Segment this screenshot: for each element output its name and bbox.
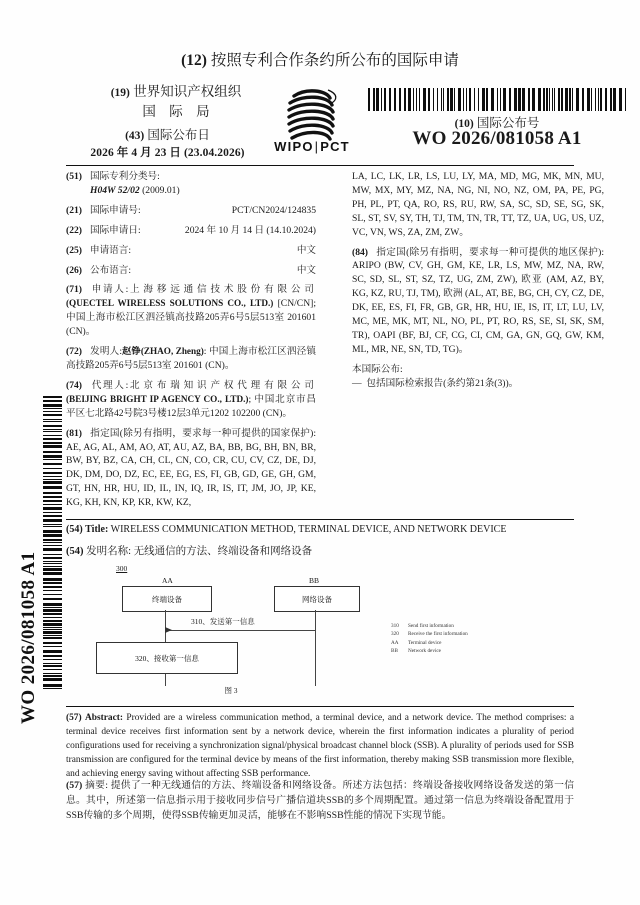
figure-box-terminal-device: 终端设备 — [122, 586, 212, 612]
header-pubnum-label: 国际公布号 — [476, 116, 540, 130]
header-code-19: (19) — [110, 87, 130, 99]
figure-legend-text: Network device — [408, 648, 441, 655]
abstract-text-en: Provided are a wireless communication method, a terminal device, and a network device. The method comprises: a terminal device receives first information sent by a network device, wherein the first information indicates a plurality of period configurations used for receiving a synchronization signal/physical broadcast channel block (SSB). A plurality of periods used for SSB transmission are configured for the terminal device by means of the first information, thereby making SSB transmission more flexible, and achieving energy saving without affecting SSB performance. — [66, 713, 575, 779]
field-71-code: (71) — [66, 284, 82, 296]
header-title-12: 按照专利合作条约所公布的国际申请 — [210, 52, 459, 69]
field-74-agent — [66, 379, 316, 421]
field-81-code: (81) — [66, 427, 82, 439]
field-74-name-cn: 北京布瑞知识产权代理有限公司 — [128, 379, 317, 391]
title-english — [66, 524, 586, 535]
field-74-label: 代理人: — [90, 379, 129, 391]
abstract-chinese — [66, 778, 574, 824]
header-organization — [86, 82, 266, 121]
field-21-value: PCT/CN2024/124835 — [231, 204, 316, 216]
figure-box-network-device: 网络设备 — [274, 586, 360, 612]
figure-legend-item — [391, 647, 468, 655]
figure-reference-number: 300 — [116, 564, 128, 573]
field-25-label: 申请语言: — [90, 244, 132, 256]
title-chinese — [66, 543, 586, 558]
figure-box-step-320: 320、接收第一信息 — [96, 642, 238, 674]
field-81-countries-part2: LA, LC, LK, LR, LS, LU, LY, MA, MD, MG, MK, MN, MU, MW, MX, MY, MZ, NA, NG, NI, NO, NZ, OM, PA, PE, PG, PH, PL, PT, QA, RO, RS, RU, RW, SA, SC, SD, SE, SG, SK, SL, ST, SV, SY, TH, TJ, TM, TN, TR, TT, TZ, UA, UG, US, UZ, VC, VN, WS, ZA, ZM, ZW。 — [352, 171, 604, 238]
title-label-en: Title: — [85, 524, 109, 535]
side-publication-number: WO 2026/081058 A1 — [18, 551, 39, 724]
field-71-label: 申请人: — [90, 284, 129, 296]
field-22-code: (22) — [66, 224, 82, 236]
abstract-text-zh: 提供了一种无线通信的方法、终端设备和网络设备。所述方法包括：终端设备接收网络设备发送的第一信息。其中，所述第一信息指示用于接收同步信号广播信道块SSB的多个周期配置。通过第一信息为终端设备配置用于SSB传输的多个周期，使得SSB传输更加灵活，能够在不影响SSB性能的情况下实现节能。 — [66, 780, 574, 822]
figure-lifeline-network — [315, 610, 316, 686]
figure-legend-item — [391, 622, 468, 630]
field-71-name-cn: 上海移远通信技术股份有限公司 — [128, 284, 317, 296]
title-divider — [66, 519, 574, 520]
field-74-name-en: (BEIJING BRIGHT IP AGENCY CO., LTD.) — [66, 393, 249, 404]
figure-legend-key: BB — [391, 648, 398, 655]
field-21-label: 国际申请号: — [90, 204, 141, 216]
pct-wordmark-text: PCT — [320, 139, 350, 154]
field-26-value: 中文 — [296, 264, 316, 276]
figure-label-bb: BB — [309, 576, 320, 585]
field-51-label: 国际专利分类号: — [90, 171, 160, 182]
header-code-43: (43) — [125, 130, 145, 142]
publication-number: WO 2026/081058 A1 — [412, 128, 582, 149]
field-72-code: (72) — [66, 346, 82, 358]
figure-arrow-310-head — [165, 627, 172, 633]
figure-legend-item — [391, 630, 468, 638]
field-84-regions: ARIPO (BW, CV, GH, GM, KE, LR, LS, MW, MZ, NA, RW, SC, SD, SL, ST, SZ, TZ, UG, ZM, ZW), 欧亚 (AM, AZ, BY, KG, KZ, RU, TJ, TM), 欧洲 (AL, AT, BE, BG, CH, CY, CZ, DE, DK, EE, ES, FI, FR, GB, GR, HR, HU, IE, IS, IT, LT, LU, LV, MC, ME, MK, MT, NL, NO, PL, PT, RO, RS, SE, SI, SK, SM, TR), OAPI (BF, BJ, CF, CG, CI, CM, GA, GN, GQ, GW, KM, ML, MR, NE, SN, TD, TG)。 — [352, 260, 604, 355]
field-25-filing-language — [66, 244, 316, 258]
figure-arrow-310-line — [165, 630, 316, 631]
biblio-right-column — [352, 170, 604, 397]
header-org-line1: 世界知识产权组织 — [133, 84, 242, 99]
field-84-label: 指定国(除另有指明，要求每一种可提供的地区保护): — [376, 246, 604, 258]
publication-notice-row — [352, 377, 604, 391]
figure-legend-key: 310 — [391, 623, 399, 629]
left-edge-barcode — [43, 396, 62, 691]
abstract-label-zh: 摘要: — [85, 780, 108, 791]
field-26-code: (26) — [66, 264, 82, 276]
field-72-name: 赵铮(ZHAO, Zheng) — [122, 346, 204, 357]
abstract-english — [66, 712, 574, 782]
figure-caption: 图 3 — [224, 686, 238, 695]
biblio-left-column — [66, 170, 316, 516]
wipo-logo-wordmark — [264, 139, 360, 154]
field-71-address: [CN/CN]; 中国上海市松江区泗泾镇高技路205弄6号5层513室 201601 (CN)。 — [66, 298, 316, 338]
title-value-en: WIRELESS COMMUNICATION METHOD, TERMINAL DEVICE, AND NETWORK DEVICE — [110, 524, 507, 535]
field-51-code: (51) — [66, 171, 82, 182]
publication-notice-label: 本国际公布: — [352, 363, 403, 375]
field-22-value: 2024 年 10 月 14 日 (14.10.2024) — [184, 224, 316, 236]
title-code-en: (54) — [66, 524, 83, 535]
field-51-ipc — [66, 170, 316, 198]
field-26-publication-language — [66, 264, 316, 278]
field-26-label: 公布语言: — [90, 264, 132, 276]
header-pubdate-value: 2026 年 4 月 23 日 (23.04.2026) — [90, 147, 245, 160]
figure-legend-key: AA — [391, 639, 399, 646]
header-pubdate-label: 国际公布日 — [147, 128, 210, 142]
header-kind-of-publication — [0, 48, 640, 70]
field-72-label: 发明人: — [90, 346, 123, 358]
field-81-countries: AE, AG, AL, AM, AO, AT, AU, AZ, BA, BB, BG, BH, BN, BR, BW, BY, BZ, CA, CH, CL, CN, CO, CR, CU, CV, CZ, DE, DJ, DK, DM, DO, DZ, EC, EE, EG, ES, FI, GB, GD, GE, GH, GM, GT, HN, HR, HU, ID, IL, IN, IQ, IR, IS, IT, JM, JO, JP, KE, KG, KH, KN, KP, KR, KW, KZ, — [66, 441, 316, 509]
field-84-designated-regions — [352, 246, 604, 357]
field-81-designated-states — [66, 427, 316, 510]
figure-legend-text: Terminal device — [408, 639, 442, 646]
field-81-countries-continued — [352, 170, 604, 240]
field-22-filing-date — [66, 224, 316, 238]
figure-legend — [391, 622, 468, 656]
publication-notice — [352, 363, 604, 391]
figure-label-aa: AA — [162, 576, 173, 585]
header-code-10: (10) — [454, 118, 474, 130]
publication-number-barcode — [368, 88, 626, 111]
field-81-label: 指定国(除另有指明，要求每一种可提供的国家保护): — [90, 427, 316, 439]
biblio-top-divider — [66, 165, 574, 166]
field-71-applicant — [66, 283, 316, 339]
field-74-code: (74) — [66, 379, 82, 391]
figure-legend-item — [391, 639, 468, 647]
field-21-application-number — [66, 204, 316, 218]
header-code-12: (12) — [181, 52, 207, 69]
header-org-line2: 国 际 局 — [142, 103, 215, 119]
abstract-code-en: (57) — [66, 713, 82, 723]
field-84-code: (84) — [352, 246, 368, 258]
abstract-label-en: Abstract: — [85, 713, 124, 723]
field-72-inventor — [66, 345, 316, 373]
publication-notice-bullet: — — [352, 377, 362, 389]
wipo-wordmark-text: WIPO — [274, 139, 314, 154]
field-51-ipc-value: H04W 52/02 — [90, 184, 140, 196]
header-publication-date — [70, 126, 265, 163]
field-72-address: : 中国上海市松江区泗泾镇高技路205弄6号5层513室 201601 (CN)。 — [66, 346, 316, 371]
field-71-name-en: (QUECTEL WIRELESS SOLUTIONS CO., LTD.) — [66, 298, 274, 309]
figure-legend-text: Receive the first information — [408, 631, 468, 638]
figure-diagram — [66, 562, 574, 702]
wipo-wordmark-separator: | — [314, 139, 320, 154]
field-51-ipc-version: (2009.01) — [142, 184, 180, 196]
field-25-code: (25) — [66, 244, 82, 256]
abstract-code-zh: (57) — [66, 780, 83, 791]
figure-legend-key: 320 — [391, 631, 399, 638]
figure-legend-text: Send first information — [408, 623, 454, 629]
publication-notice-item: 包括国际检索报告(条约第21条(3))。 — [366, 377, 519, 389]
field-74-address: ; 中国北京市昌平区七北路42号院3号楼12层3单元1202 102200 (CN)。 — [66, 393, 316, 419]
title-value-zh: 无线通信的方法、终端设备和网络设备 — [133, 546, 313, 557]
title-code-zh: (54) — [66, 546, 84, 557]
field-21-code: (21) — [66, 204, 82, 216]
field-25-value: 中文 — [296, 244, 316, 256]
title-label-zh: 发明名称: — [86, 546, 132, 557]
figure-arrow-310-label: 310、发送第一信息 — [191, 617, 255, 626]
field-22-label: 国际申请日: — [90, 224, 141, 236]
abstract-divider — [66, 706, 574, 707]
